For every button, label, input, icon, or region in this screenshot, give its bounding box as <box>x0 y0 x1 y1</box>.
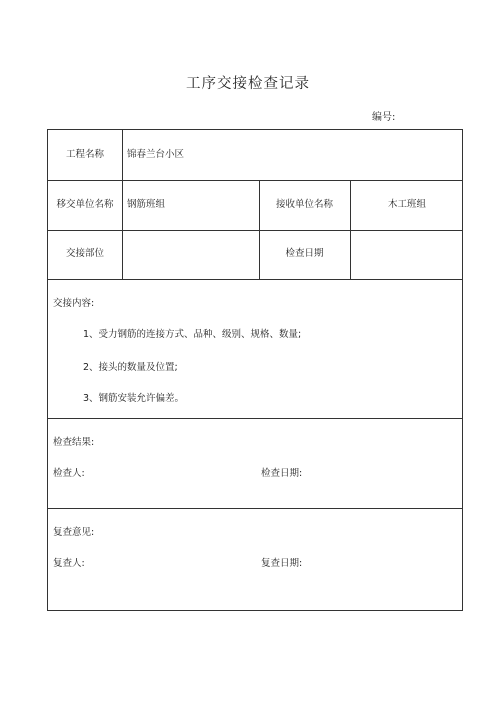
row-divider <box>48 418 462 419</box>
inspection-date-label: 检查日期: <box>261 468 303 479</box>
row-divider <box>48 508 462 509</box>
reviewer-label: 复查人: <box>53 558 85 569</box>
row-divider <box>48 230 462 231</box>
handover-content-label: 交接内容: <box>53 298 95 309</box>
row-divider <box>48 279 462 280</box>
content-item: 3、钢筋安装允许偏差。 <box>83 393 185 404</box>
review-opinion-label: 复查意见: <box>53 527 95 538</box>
content-item: 2、接头的数量及位置; <box>83 362 178 373</box>
column-divider <box>122 130 123 279</box>
column-divider <box>259 180 260 279</box>
handover-part-label: 交接部位 <box>65 248 104 259</box>
page-title: 工序交接检查记录 <box>186 76 310 92</box>
project-name-value[interactable]: 锦春兰台小区 <box>127 149 185 160</box>
inspector-label: 检查人: <box>53 468 85 479</box>
content-item: 1、受力钢筋的连接方式、品种、级别、规格、数量; <box>83 329 302 340</box>
review-date-label: 复查日期: <box>261 558 303 569</box>
handover-unit-value[interactable]: 钢筋班组 <box>127 199 166 210</box>
serial-number-label: 编号: <box>372 112 396 123</box>
column-divider <box>350 180 351 279</box>
handover-unit-label: 移交单位名称 <box>56 199 114 210</box>
check-date-label: 检查日期 <box>285 248 324 259</box>
receiving-unit-value[interactable]: 木工班组 <box>387 199 426 210</box>
receiving-unit-label: 接收单位名称 <box>275 199 333 210</box>
handover-inspection-form <box>47 129 463 611</box>
inspection-result-label: 检查结果: <box>53 437 95 448</box>
project-name-label: 工程名称 <box>65 149 104 160</box>
row-divider <box>48 180 462 181</box>
